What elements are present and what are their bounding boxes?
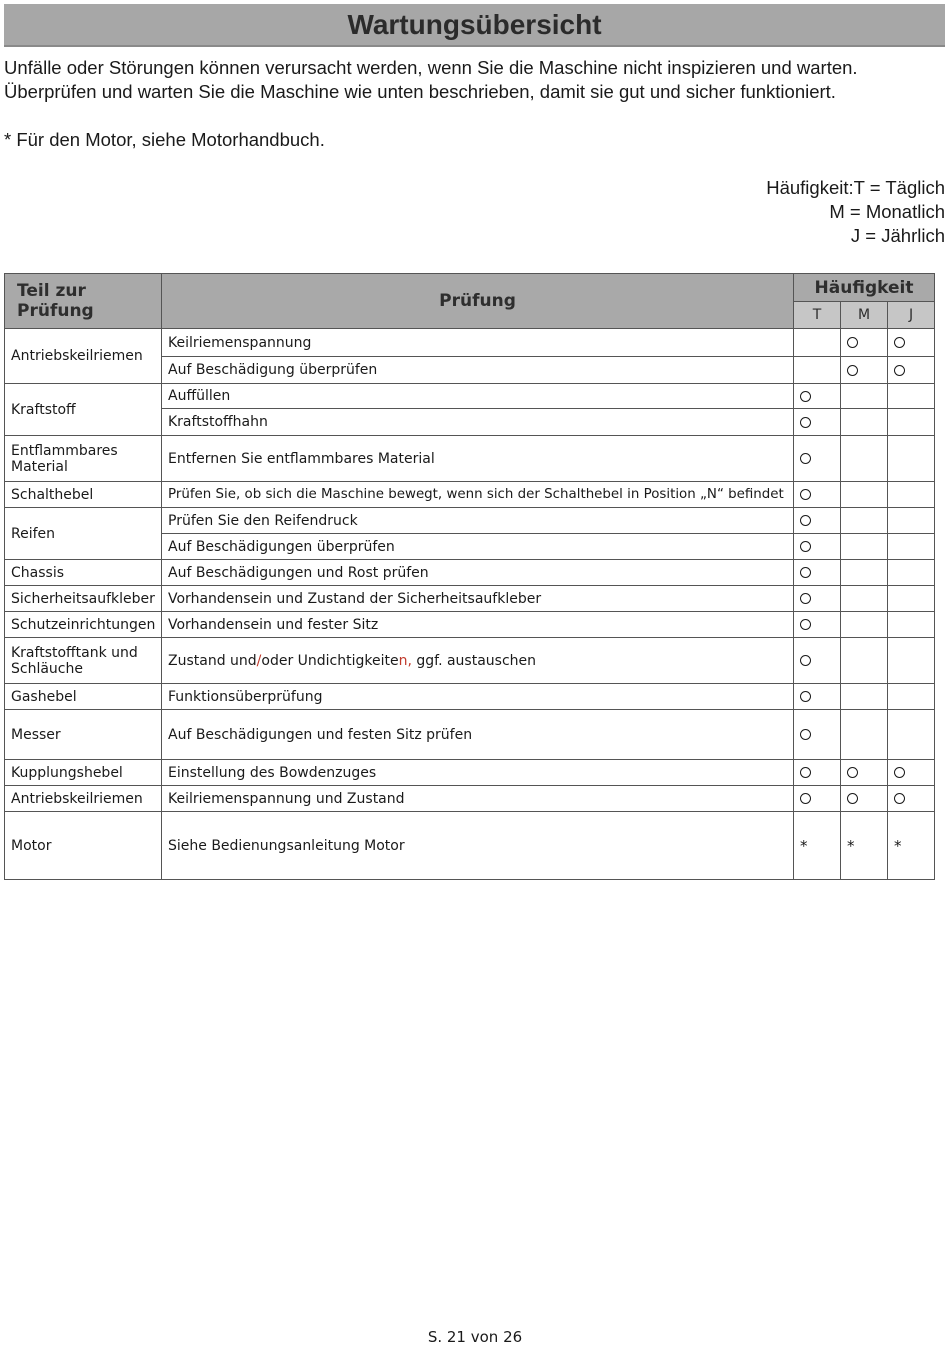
- mark-cell-t: [794, 710, 841, 760]
- mark-cell-m: [841, 812, 888, 880]
- header-freq-m: M: [841, 302, 888, 329]
- part-cell: Gashebel: [5, 684, 162, 710]
- mark-cell-t: [794, 357, 841, 384]
- check-cell: Kraftstoffhahn: [162, 409, 794, 436]
- header-frequency: Häufigkeit: [794, 274, 935, 302]
- mark-cell-t: [794, 684, 841, 710]
- table-row: [5, 612, 935, 638]
- asterisk-mark: *: [894, 836, 902, 855]
- table-row: [5, 760, 935, 786]
- circle-mark-icon: [847, 793, 858, 804]
- mark-cell-m: [841, 436, 888, 482]
- mark-cell-j: [888, 638, 935, 684]
- table-row: [5, 812, 935, 880]
- frequency-legend: [766, 176, 945, 248]
- part-cell: Schutzeinrichtungen: [5, 612, 162, 638]
- part-cell: Motor: [5, 812, 162, 880]
- circle-mark-icon: [800, 453, 811, 464]
- page-number: S. 21 von 26: [427, 1328, 523, 1346]
- mark-cell-m: [841, 586, 888, 612]
- circle-mark-icon: [800, 541, 811, 552]
- mark-cell-j: [888, 684, 935, 710]
- mark-cell-t: [794, 329, 841, 357]
- mark-cell-t: [794, 586, 841, 612]
- title-bar: [4, 4, 945, 47]
- page-title: Wartungsübersicht: [347, 8, 602, 40]
- mark-cell-j: [888, 329, 935, 357]
- check-text: ggf. austauschen: [411, 652, 537, 669]
- circle-mark-icon: [800, 391, 811, 402]
- header-check: Prüfung: [162, 274, 794, 329]
- circle-mark-icon: [800, 489, 811, 500]
- mark-cell-j: [888, 409, 935, 436]
- legend-monthly: M = Monatlich: [829, 201, 945, 222]
- mark-cell-t: [794, 760, 841, 786]
- circle-mark-icon: [800, 729, 811, 740]
- maintenance-table: [4, 273, 935, 880]
- circle-mark-icon: [847, 767, 858, 778]
- circle-mark-icon: [800, 619, 811, 630]
- check-cell: Auf Beschädigung überprüfen: [162, 357, 794, 384]
- part-cell: Reifen: [5, 508, 162, 560]
- mark-cell-j: [888, 760, 935, 786]
- mark-cell-j: [888, 612, 935, 638]
- circle-mark-icon: [894, 767, 905, 778]
- mark-cell-t: [794, 508, 841, 534]
- mark-cell-j: [888, 384, 935, 409]
- intro-text: Unfälle oder Störungen können verursacht werden, wenn Sie die Maschine nicht inspizieren und warten. Überprüfen und warten Sie die Maschine wie unten beschrieben, damit sie gut und sicher funktioniert.: [4, 57, 858, 102]
- mark-cell-j: [888, 357, 935, 384]
- check-text: oder Undichtigkeite: [261, 652, 399, 669]
- mark-cell-t: [794, 436, 841, 482]
- mark-cell-m: [841, 684, 888, 710]
- mark-cell-m: [841, 710, 888, 760]
- mark-cell-t: [794, 384, 841, 409]
- mark-cell-t: [794, 786, 841, 812]
- part-cell: Entflammbares Material: [5, 436, 162, 482]
- header-freq-t: T: [794, 302, 841, 329]
- mark-cell-m: [841, 482, 888, 508]
- motor-note: * Für den Motor, siehe Motorhandbuch.: [4, 129, 325, 150]
- table-row: [5, 384, 935, 409]
- table-row: [5, 508, 935, 534]
- table-row: [5, 482, 935, 508]
- part-cell: Kraftstoff: [5, 384, 162, 436]
- circle-mark-icon: [800, 417, 811, 428]
- mark-cell-t: [794, 612, 841, 638]
- mark-cell-m: [841, 534, 888, 560]
- mark-cell-t: [794, 409, 841, 436]
- table-row: [5, 638, 935, 684]
- circle-mark-icon: [847, 337, 858, 348]
- header-freq-j: J: [888, 302, 935, 329]
- check-cell: Auf Beschädigungen und Rost prüfen: [162, 560, 794, 586]
- mark-cell-j: [888, 812, 935, 880]
- check-cell: Keilriemenspannung: [162, 329, 794, 357]
- mark-cell-m: [841, 560, 888, 586]
- table-row: [5, 786, 935, 812]
- check-cell: Funktionsüberprüfung: [162, 684, 794, 710]
- check-cell: Auffüllen: [162, 384, 794, 409]
- circle-mark-icon: [894, 793, 905, 804]
- mark-cell-t: [794, 482, 841, 508]
- mark-cell-m: [841, 612, 888, 638]
- mark-cell-j: [888, 560, 935, 586]
- check-cell: Auf Beschädigungen und festen Sitz prüfen: [162, 710, 794, 760]
- check-cell: Einstellung des Bowdenzuges: [162, 760, 794, 786]
- legend-yearly: J = Jährlich: [850, 225, 945, 246]
- legend-daily: Häufigkeit:T = Täglich: [766, 177, 945, 198]
- check-text-highlight: n,: [398, 652, 412, 669]
- circle-mark-icon: [800, 767, 811, 778]
- asterisk-mark: *: [800, 836, 808, 855]
- part-cell: Sicherheitsaufkleber: [5, 586, 162, 612]
- circle-mark-icon: [800, 655, 811, 666]
- table-row: [5, 436, 935, 482]
- circle-mark-icon: [847, 365, 858, 376]
- check-cell: [162, 638, 794, 684]
- mark-cell-t: [794, 560, 841, 586]
- part-cell: Antriebskeilriemen: [5, 786, 162, 812]
- mark-cell-m: [841, 384, 888, 409]
- check-cell: Vorhandensein und fester Sitz: [162, 612, 794, 638]
- mark-cell-j: [888, 482, 935, 508]
- circle-mark-icon: [800, 691, 811, 702]
- mark-cell-t: [794, 534, 841, 560]
- mark-cell-t: [794, 812, 841, 880]
- circle-mark-icon: [800, 793, 811, 804]
- part-cell: Antriebskeilriemen: [5, 329, 162, 384]
- table-row: [5, 710, 935, 760]
- table-row: [5, 560, 935, 586]
- mark-cell-m: [841, 357, 888, 384]
- check-text-highlight: /: [256, 652, 262, 669]
- mark-cell-j: [888, 508, 935, 534]
- mark-cell-j: [888, 436, 935, 482]
- check-cell: Auf Beschädigungen überprüfen: [162, 534, 794, 560]
- table-row: [5, 684, 935, 710]
- circle-mark-icon: [894, 337, 905, 348]
- header-part: Teil zur Prüfung: [5, 274, 162, 329]
- asterisk-mark: *: [847, 836, 855, 855]
- mark-cell-m: [841, 329, 888, 357]
- mark-cell-t: [794, 638, 841, 684]
- circle-mark-icon: [894, 365, 905, 376]
- mark-cell-m: [841, 508, 888, 534]
- mark-cell-j: [888, 786, 935, 812]
- circle-mark-icon: [800, 593, 811, 604]
- part-cell: Kraftstofftank und Schläuche: [5, 638, 162, 684]
- mark-cell-m: [841, 760, 888, 786]
- mark-cell-m: [841, 786, 888, 812]
- mark-cell-m: [841, 409, 888, 436]
- mark-cell-j: [888, 534, 935, 560]
- check-text: Zustand und: [168, 652, 257, 669]
- check-cell: Prüfen Sie den Reifendruck: [162, 508, 794, 534]
- part-cell: Schalthebel: [5, 482, 162, 508]
- check-cell: Siehe Bedienungsanleitung Motor: [162, 812, 794, 880]
- circle-mark-icon: [800, 515, 811, 526]
- check-cell: Keilriemenspannung und Zustand: [162, 786, 794, 812]
- check-cell: Prüfen Sie, ob sich die Maschine bewegt, wenn sich der Schalthebel in Position „N“ befindet: [162, 482, 794, 508]
- part-cell: Messer: [5, 710, 162, 760]
- circle-mark-icon: [800, 567, 811, 578]
- mark-cell-j: [888, 710, 935, 760]
- mark-cell-j: [888, 586, 935, 612]
- part-cell: Chassis: [5, 560, 162, 586]
- check-cell: Entfernen Sie entflammbares Material: [162, 436, 794, 482]
- part-cell: Kupplungshebel: [5, 760, 162, 786]
- table-row: [5, 586, 935, 612]
- table-row: [5, 329, 935, 357]
- check-cell: Vorhandensein und Zustand der Sicherheitsaufkleber: [162, 586, 794, 612]
- mark-cell-m: [841, 638, 888, 684]
